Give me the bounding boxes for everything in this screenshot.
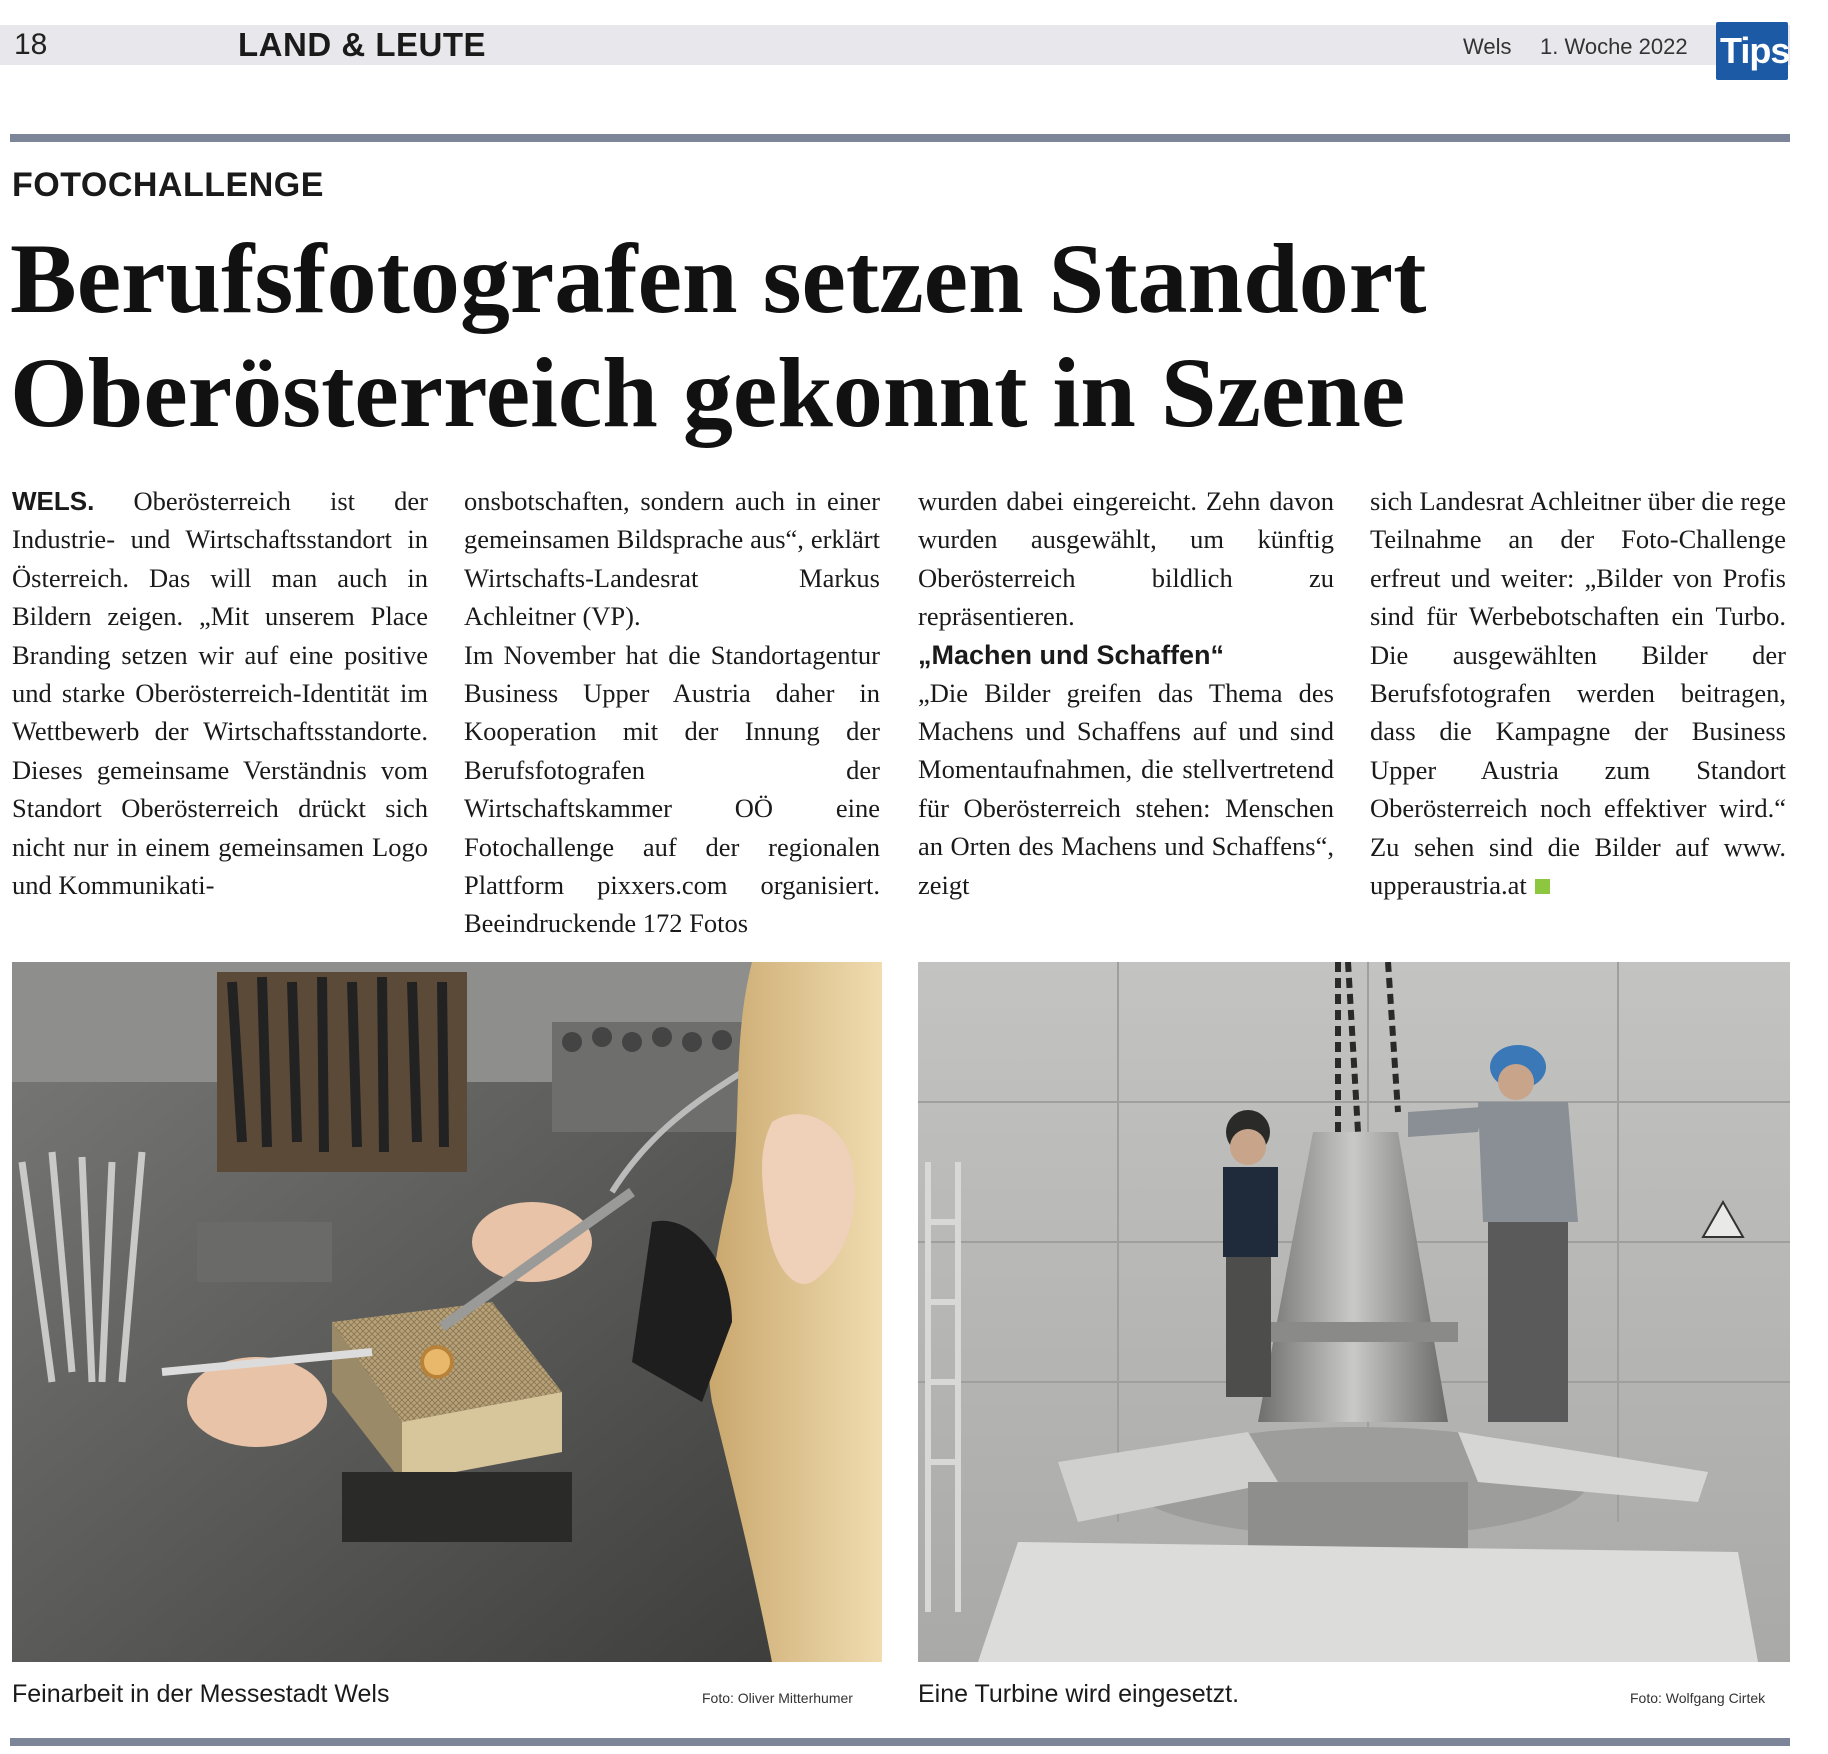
article-subhead: „Machen und Schaffen“	[918, 639, 1225, 670]
article-kicker: FOTOCHALLENGE	[12, 166, 324, 204]
turbine-illustration	[918, 962, 1790, 1662]
photo-2-credit: Foto: Wolfgang Cirtek	[1630, 1690, 1766, 1706]
top-divider	[10, 134, 1790, 142]
logo-text: Tips	[1720, 30, 1790, 71]
column-3-paragraph-1: wurden dabei eingereicht. Zehn davon wurden ausgewählt, um künftig Oberösterreich bildlich zu repräsentieren.	[918, 486, 1334, 632]
photo-1-caption: Feinarbeit in der Messestadt Wels	[12, 1680, 390, 1708]
photo-2-caption: Eine Turbine wird eingesetzt.	[918, 1680, 1240, 1708]
column-1-text: Oberösterreich ist der Industrie- und Wirtschaftsstandort in Österreich. Das will man auch in Bildern zeigen. „Mit unserem Place Branding setzen wir auf eine positive und starke Oberösterreich-Identität im Wettbewerb der Wirtschaftsstandorte. Dieses gemeinsame Verständnis vom Standort Oberösterreich drückt sich nicht nur in einem gemeinsamen Logo und Kommunikati-	[12, 486, 428, 901]
edition-week: 1. Woche 2022	[1540, 34, 1688, 59]
tips-logo	[1716, 22, 1788, 80]
column-2-paragraph-2: Im November hat die Standortagentur Business Upper Austria daher in Kooperation mit der Innung der Berufsfotografen der Wirtschaftskammer OÖ eine Fotochallenge auf der regionalen Plattform pixxers.com organisiert. Beeindruckende 172 Fotos	[464, 639, 880, 939]
headline-line-2: Oberösterreich gekonnt in Szene	[10, 337, 1406, 448]
edition-city: Wels	[1463, 34, 1512, 59]
dateline: WELS.	[12, 486, 95, 516]
photo-goldsmith	[12, 962, 882, 1662]
end-of-article-mark	[1535, 879, 1550, 894]
section-name: LAND & LEUTE	[238, 26, 486, 63]
column-2-paragraph-1: onsbotschaften, sondern auch in einer gemeinsamen Bildsprache aus“, erklärt Wirtschafts-Landesrat Markus Achleitner (VP).	[464, 486, 880, 632]
headline-line-1: Berufsfotografen setzen Standort	[10, 223, 1427, 334]
bottom-divider	[10, 1738, 1790, 1746]
article-headline	[10, 222, 1800, 450]
column-4-text: sich Landesrat Achleitner über die rege Teilnahme an der Foto-Challenge erfreut und weiter: „Bilder von Profis sind für Werbebotschaften ein Turbo. Die ausgewählten Bilder der Berufsfotografen werden beitragen, dass die Kampagne der Business Upper Austria zum Standort Oberösterreich noch effektiver wird.“ Zu sehen sind die Bilder auf www. upperaustria.at	[1370, 486, 1786, 901]
article-column-1	[12, 482, 428, 904]
photo-turbine	[918, 962, 1790, 1662]
column-3-paragraph-2: „Die Bilder greifen das Thema des Machens und Schaffens auf und sind Momentaufnahmen, die stellvertretend für Oberösterreich stehen: Menschen an Orten des Machens und Schaffens“, zeigt	[918, 677, 1334, 900]
article-column-4	[1370, 482, 1786, 904]
photo-1-credit: Foto: Oliver Mitterhumer	[702, 1690, 853, 1706]
article-column-2	[464, 482, 880, 943]
article-column-3	[918, 482, 1334, 904]
page-number: 18	[14, 28, 48, 61]
goldsmith-illustration	[12, 962, 882, 1662]
